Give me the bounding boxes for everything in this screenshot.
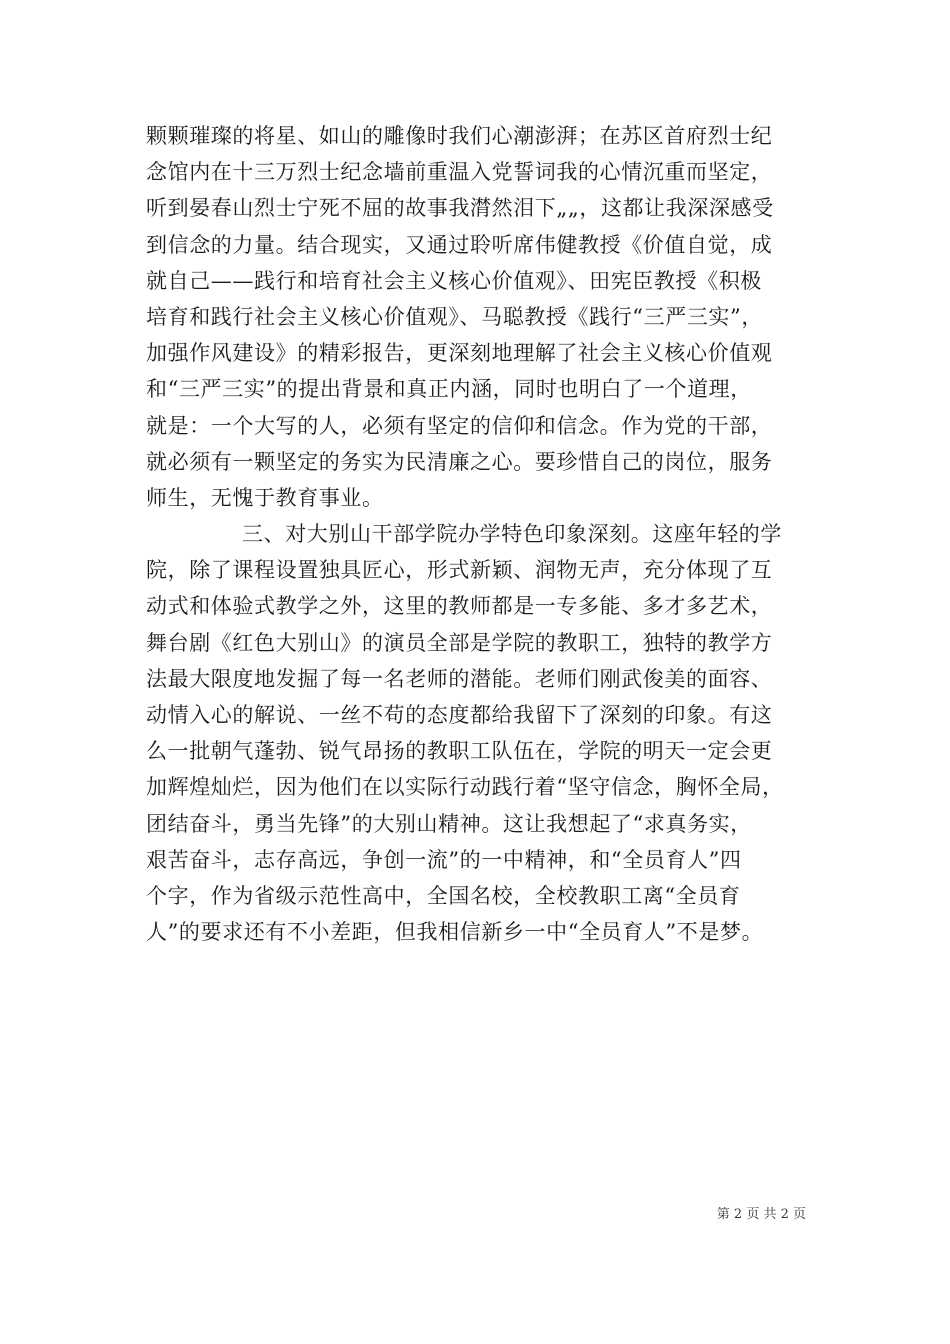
text-line: 颗颗璀璨的将星、如山的雕像时我们心潮澎湃；在苏区首府烈士纪 bbox=[146, 124, 773, 148]
text-line: 念馆内在十三万烈士纪念墙前重温入党誓词我的心情沉重而坚定， bbox=[146, 160, 773, 185]
text-line: 舞台剧《红色大别山》的演员全部是学院的教职工，独特的教学方 bbox=[146, 630, 773, 655]
text-line: 培育和践行社会主义核心价值观》、马聪教授《践行“三严三实”， bbox=[146, 304, 763, 329]
body-text bbox=[146, 118, 816, 950]
text-line: 加强作风建设》的精彩报告，更深刻地理解了社会主义核心价值观 bbox=[146, 341, 773, 366]
text-line: 院，除了课程设置独具匠心，形式新颖、润物无声，充分体现了互 bbox=[146, 558, 773, 583]
text-line: 团结奋斗，勇当先锋”的大别山精神。这让我想起了“求真务实， bbox=[146, 811, 752, 836]
text-line: 就是：一个大写的人，必须有坚定的信仰和信念。作为党的干部， bbox=[146, 413, 773, 438]
text-line: 动式和体验式教学之外，这里的教师都是一专多能、多才多艺术， bbox=[146, 594, 773, 619]
text-line: 听到晏春山烈士宁死不屈的故事我潸然泪下„„，这都让我深深感受 bbox=[146, 196, 774, 221]
page-number-footer: 第 2 页 共 2 页 bbox=[716, 1207, 806, 1222]
text-line: 加辉煌灿烂，因为他们在以实际行动践行着“坚守信念，胸怀全局， bbox=[146, 775, 784, 800]
text-line: 到信念的力量。结合现实，又通过聆听席伟健教授《价值自觉，成 bbox=[146, 232, 773, 257]
text-line: 么一批朝气蓬勃、锐气昂扬的教职工队伍在，学院的明天一定会更 bbox=[146, 739, 773, 764]
text-line: 法最大限度地发掘了每一名老师的潜能。老师们刚武俊美的面容、 bbox=[146, 666, 773, 691]
text-line: 人”的要求还有不小差距，但我相信新乡一中“全员育人”不是梦。 bbox=[146, 920, 764, 945]
text-line: 就自己——践行和培育社会主义核心价值观》、田宪臣教授《积极 bbox=[146, 268, 762, 293]
text-line: 和“三严三实”的提出背景和真正内涵，同时也明白了一个道理， bbox=[146, 377, 752, 402]
text-line: 师生，无愧于教育事业。 bbox=[146, 485, 384, 510]
text-line: 动情入心的解说、一丝不苟的态度都给我留下了深刻的印象。有这 bbox=[146, 703, 773, 727]
text-line: 就必须有一颗坚定的务实为民清廉之心。要珍惜自己的岗位，服务 bbox=[146, 449, 773, 474]
section-heading-line: 三、对大别山干部学院办学特色印象深刻。这座年轻的学 bbox=[242, 522, 782, 547]
text-line: 个字，作为省级示范性高中，全国名校，全校教职工离“全员育 bbox=[146, 883, 741, 908]
text-line: 艰苦奋斗，志存高远，争创一流”的一中精神，和“全员育人”四 bbox=[146, 847, 742, 872]
